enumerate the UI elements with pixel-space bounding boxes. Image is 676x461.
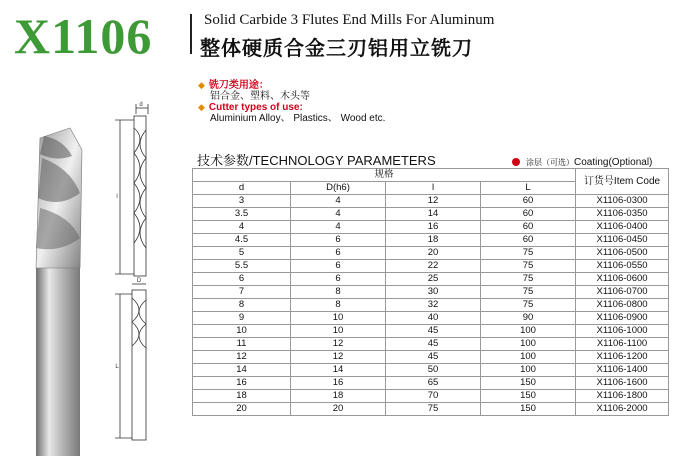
diamond-bullet-icon: ◆ (198, 80, 205, 90)
table-cell: 14 (386, 208, 481, 221)
coating-cn: 涂层（可选） (526, 158, 574, 167)
table-cell: 100 (481, 364, 576, 377)
table-cell: X1106-1800 (576, 390, 669, 403)
table-cell: 45 (386, 338, 481, 351)
title-divider (190, 14, 192, 54)
table-cell: 10 (193, 325, 291, 338)
dim-label-d: d (139, 102, 143, 108)
table-row (193, 403, 669, 416)
table-cell: 6 (291, 234, 386, 247)
table-cell: X1106-0450 (576, 234, 669, 247)
table-row (193, 364, 669, 377)
table-cell: 45 (386, 325, 481, 338)
table-cell: 4 (291, 221, 386, 234)
table-cell: X1106-0400 (576, 221, 669, 234)
table-cell: 150 (481, 377, 576, 390)
table-cell: 40 (386, 312, 481, 325)
table-cell: 30 (386, 286, 481, 299)
table-row (193, 325, 669, 338)
coating-en: Coating(Optional) (574, 157, 653, 168)
end-mill-illustration (0, 98, 180, 458)
table-cell: X1106-1400 (576, 364, 669, 377)
usage-en-heading: Cutter types of use: (208, 102, 303, 113)
table-row (193, 208, 669, 221)
tool-drawing-bottom (115, 284, 146, 440)
table-row (193, 299, 669, 312)
table-cell: X1106-0800 (576, 299, 669, 312)
model-number: X1106 (14, 8, 153, 64)
column-header-D: D(h6) (291, 182, 386, 195)
table-cell: X1106-1100 (576, 338, 669, 351)
coating-dot-icon (512, 158, 520, 166)
table-cell: 75 (481, 260, 576, 273)
table-cell: 7 (193, 286, 291, 299)
table-cell: 75 (386, 403, 481, 416)
technology-parameters-title: 技术参数/TECHNOLOGY PARAMETERS (197, 153, 436, 168)
table-cell: 18 (291, 390, 386, 403)
tool-drawing-top (115, 104, 148, 276)
table-row (193, 260, 669, 273)
table-cell: X1106-0500 (576, 247, 669, 260)
table-cell: 65 (386, 377, 481, 390)
table-cell: X1106-0550 (576, 260, 669, 273)
table-cell: X1106-0350 (576, 208, 669, 221)
table-cell: 50 (386, 364, 481, 377)
table-row (193, 377, 669, 390)
table-cell: 75 (481, 286, 576, 299)
table-cell: 60 (481, 195, 576, 208)
parameters-table-body (193, 195, 669, 416)
table-cell: 100 (481, 351, 576, 364)
spec-header: 规格 (193, 169, 576, 182)
table-row (193, 312, 669, 325)
table-cell: X1106-1600 (576, 377, 669, 390)
table-cell: 16 (193, 377, 291, 390)
table-cell: 100 (481, 338, 576, 351)
usage-cn-text: 铝合金、塑料、木头等 (210, 91, 310, 102)
table-cell: 12 (291, 351, 386, 364)
usage-en-text: Aluminium Alloy、 Plastics、 Wood etc. (210, 113, 386, 124)
dim-label-D: D (136, 278, 142, 284)
table-row (193, 195, 669, 208)
table-cell: 12 (291, 338, 386, 351)
table-cell: X1106-2000 (576, 403, 669, 416)
table-row (193, 338, 669, 351)
table-cell: 4 (291, 195, 386, 208)
column-header-d: d (193, 182, 291, 195)
table-row (193, 247, 669, 260)
table-row (193, 351, 669, 364)
table-cell: 6 (291, 273, 386, 286)
table-cell: 60 (481, 221, 576, 234)
table-cell: 18 (386, 234, 481, 247)
table-cell: 12 (193, 351, 291, 364)
table-cell: 8 (291, 286, 386, 299)
table-cell: 60 (481, 208, 576, 221)
table-cell: 8 (193, 299, 291, 312)
column-header-L: L (481, 182, 576, 195)
parameters-table (192, 168, 669, 416)
table-cell: 4 (193, 221, 291, 234)
table-cell: 6 (291, 260, 386, 273)
table-cell: 11 (193, 338, 291, 351)
table-cell: 18 (193, 390, 291, 403)
table-cell: 3 (193, 195, 291, 208)
table-cell: 12 (386, 195, 481, 208)
table-cell: 4 (291, 208, 386, 221)
table-cell: 60 (481, 234, 576, 247)
table-cell: 32 (386, 299, 481, 312)
coating-legend (512, 157, 652, 168)
table-cell: 14 (193, 364, 291, 377)
table-cell: 20 (193, 403, 291, 416)
table-cell: 20 (291, 403, 386, 416)
table-cell: X1106-1200 (576, 351, 669, 364)
diamond-bullet-icon: ◆ (198, 102, 205, 112)
dim-label-L: L (115, 364, 119, 370)
table-cell: 5.5 (193, 260, 291, 273)
title-chinese: 整体硬质合金三刃铝用立铣刀 (200, 36, 473, 60)
table-cell: X1106-0600 (576, 273, 669, 286)
table-cell: 20 (386, 247, 481, 260)
table-cell: 4.5 (193, 234, 291, 247)
table-cell: X1106-0900 (576, 312, 669, 325)
table-row (193, 221, 669, 234)
tool-photo (36, 128, 82, 456)
table-cell: 150 (481, 403, 576, 416)
table-cell: 45 (386, 351, 481, 364)
item-code-header: 订货号Item Code (576, 169, 669, 195)
table-cell: 10 (291, 312, 386, 325)
table-cell: 25 (386, 273, 481, 286)
usage-cn-heading: 铣刀类用途： (208, 80, 269, 91)
table-cell: X1106-1000 (576, 325, 669, 338)
table-cell: 100 (481, 325, 576, 338)
table-row (193, 390, 669, 403)
title-english: Solid Carbide 3 Flutes End Mills For Aluminum (204, 12, 495, 28)
table-cell: 70 (386, 390, 481, 403)
table-cell: 3.5 (193, 208, 291, 221)
table-cell: 16 (386, 221, 481, 234)
table-cell: 14 (291, 364, 386, 377)
table-cell: 5 (193, 247, 291, 260)
table-row (193, 286, 669, 299)
table-cell: X1106-0300 (576, 195, 669, 208)
column-header-l: l (386, 182, 481, 195)
table-cell: 75 (481, 299, 576, 312)
table-cell: 75 (481, 273, 576, 286)
table-row (193, 234, 669, 247)
table-cell: 9 (193, 312, 291, 325)
table-cell: 22 (386, 260, 481, 273)
table-row (193, 273, 669, 286)
table-cell: 10 (291, 325, 386, 338)
table-cell: 8 (291, 299, 386, 312)
table-cell: X1106-0700 (576, 286, 669, 299)
table-cell: 16 (291, 377, 386, 390)
dim-label-l: l (116, 194, 118, 200)
table-cell: 6 (291, 247, 386, 260)
table-cell: 75 (481, 247, 576, 260)
table-cell: 90 (481, 312, 576, 325)
table-cell: 6 (193, 273, 291, 286)
table-cell: 150 (481, 390, 576, 403)
usage-section (198, 80, 385, 124)
